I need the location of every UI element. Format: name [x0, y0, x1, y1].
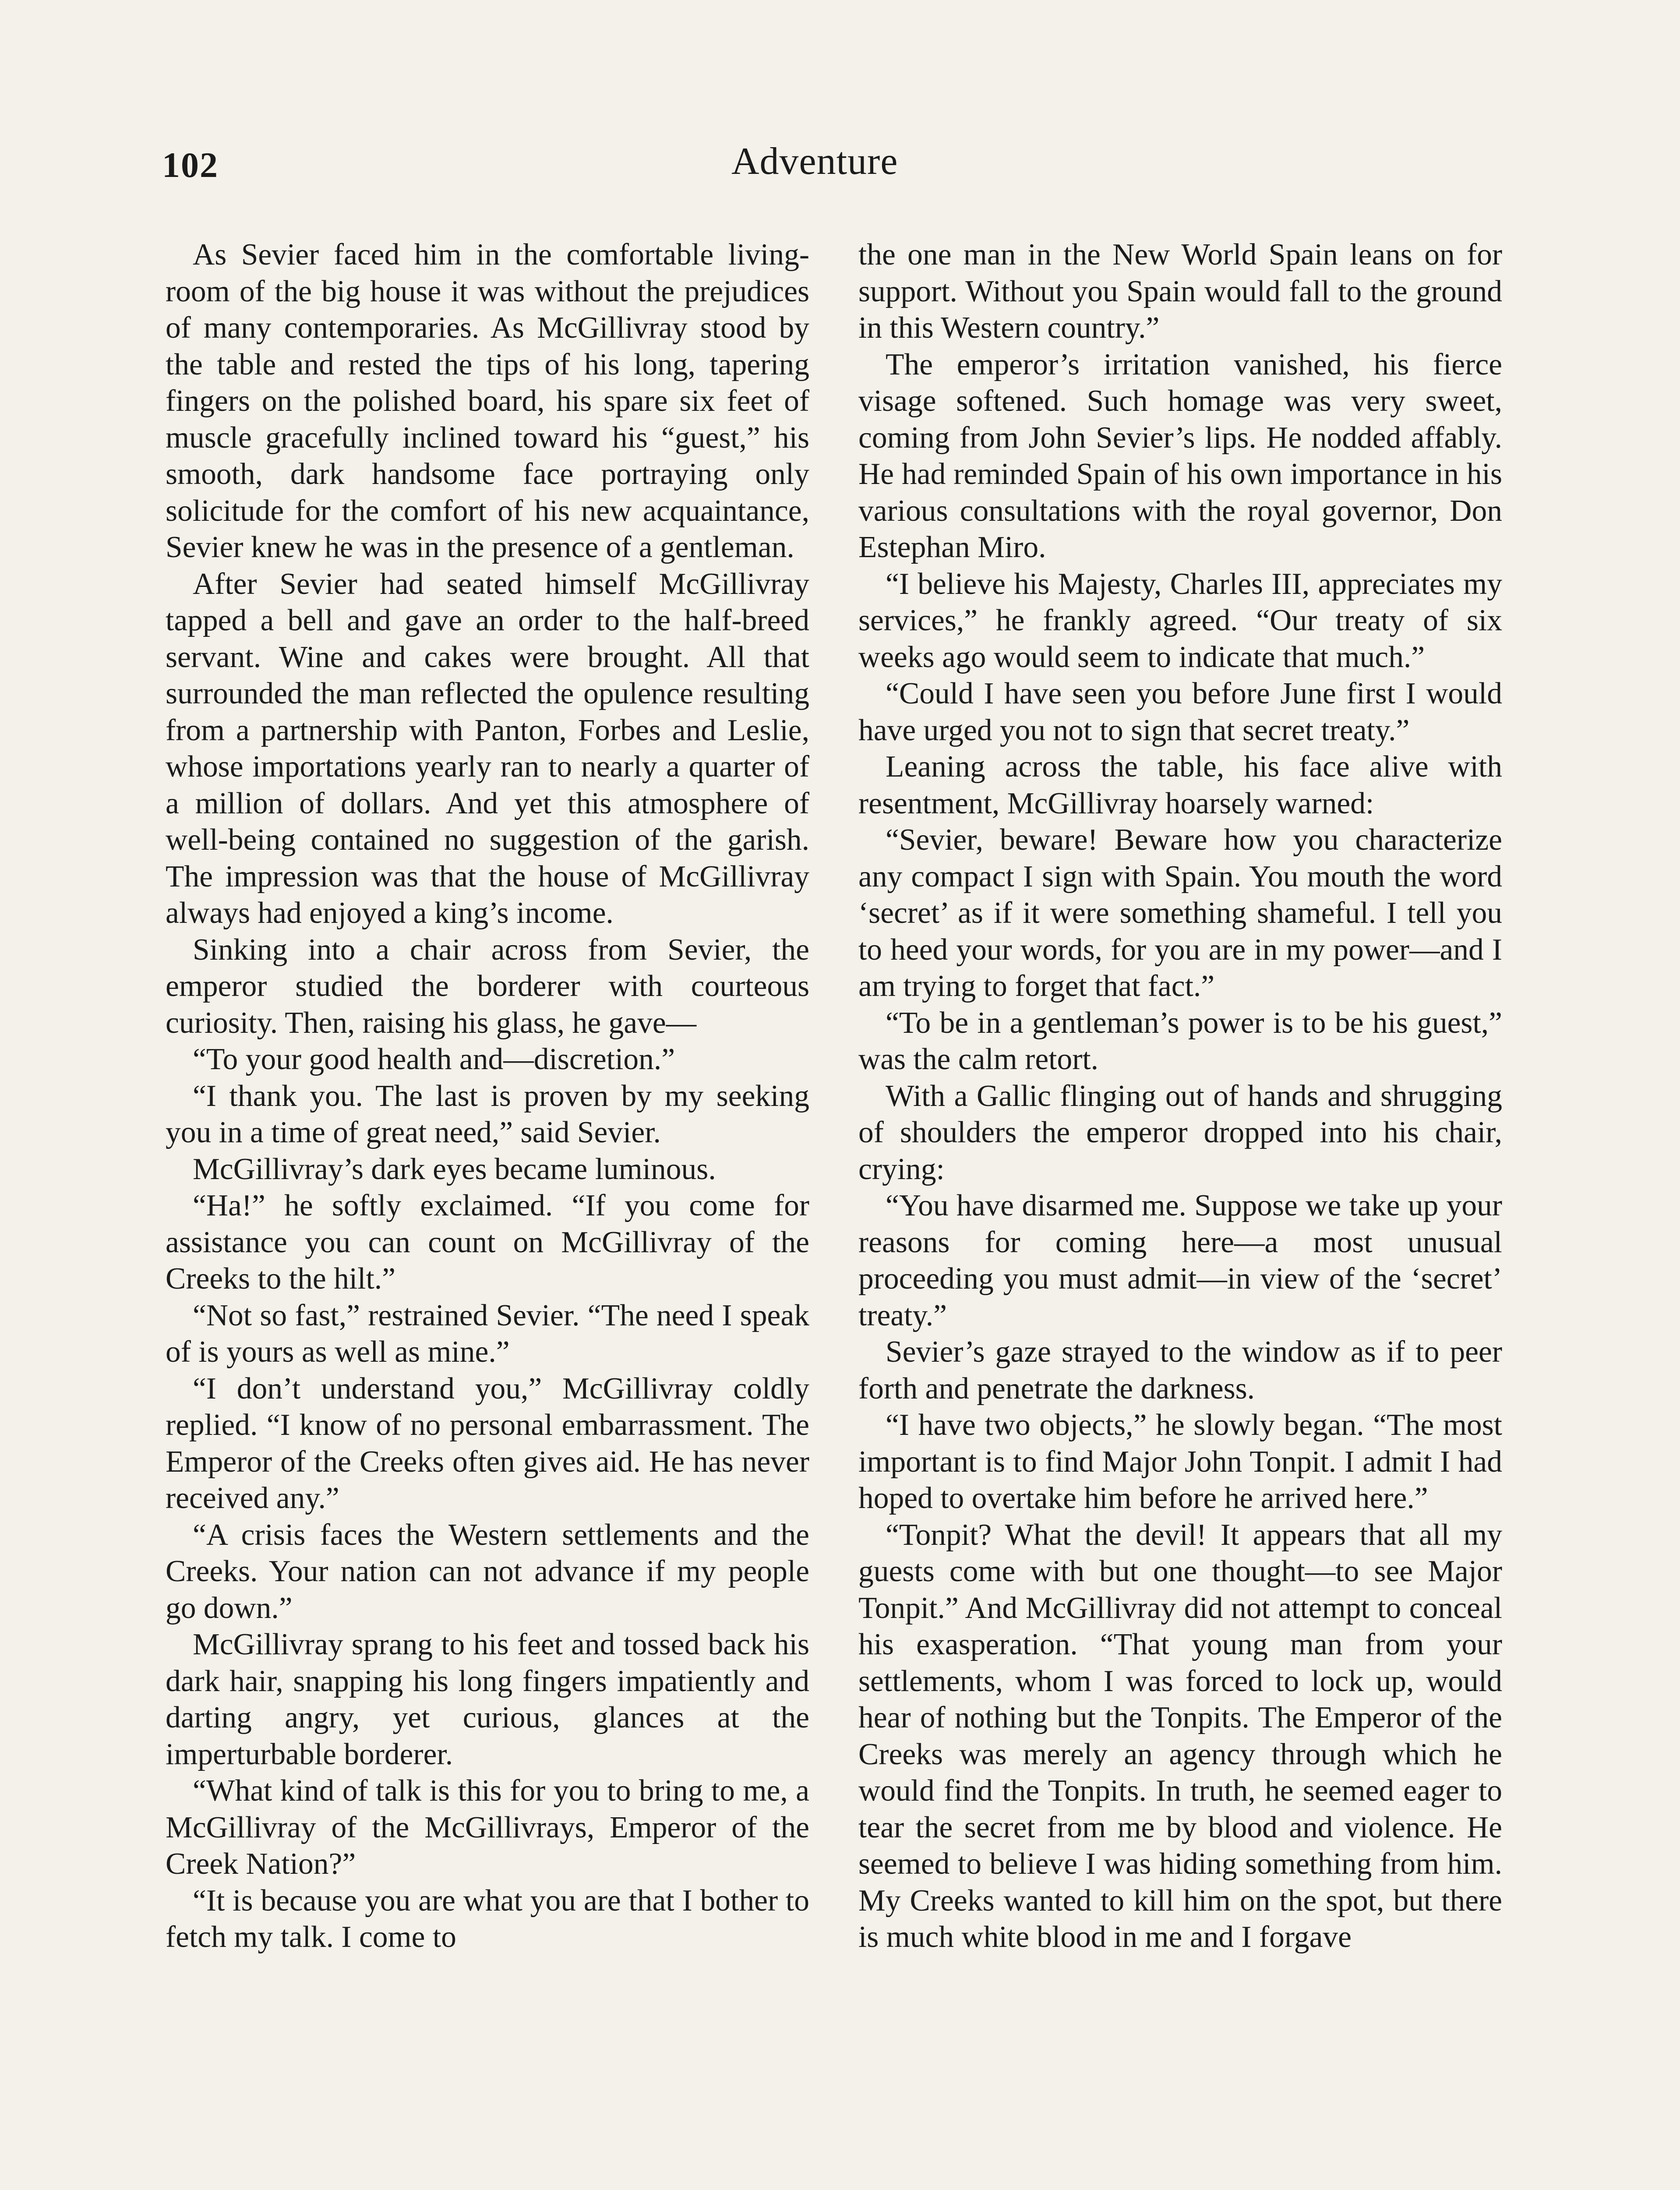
- paragraph: “I believe his Majesty, Charles III, appreciates my services,” he frankly agreed. “Our treaty of six weeks ago would seem to indicate that much.”: [858, 567, 1502, 674]
- running-title: Adventure: [731, 140, 898, 183]
- paragraph: After Sevier had seated himself McGillivray tapped a bell and gave an order to the half-breed servant. Wine and cakes were brought. All that surrounded the man reflected the opulence resulting from a partnership with Panton, Forbes and Leslie, whose importations yearly ran to nearly a quarter of a million of dollars. And yet this atmosphere of well-being contained no suggestion of the garish. The impression was that the house of McGillivray always had enjoyed a king’s income.: [166, 567, 809, 930]
- paragraph-continued: the one man in the New World Spain leans on for support. Without you Spain would fall to the ground in this Western country.”: [858, 238, 1502, 345]
- paragraph: Sinking into a chair across from Sevier, the emperor studied the borderer with courteous curiosity. Then, raising his glass, he gave—: [166, 933, 809, 1040]
- paragraph: “What kind of talk is this for you to bring to me, a McGillivray of the McGillivrays, Emperor of the Creek Nation?”: [166, 1774, 809, 1881]
- paragraph: “To be in a gentleman’s power is to be his guest,” was the calm retort.: [858, 1006, 1502, 1076]
- paragraph: “It is because you are what you are that I bother to fetch my talk. I come to: [166, 1883, 809, 1954]
- page-header: [162, 140, 1528, 210]
- paragraph: Leaning across the table, his face alive with resentment, McGillivray hoarsely warned:: [858, 750, 1502, 820]
- paragraph: “To your good health and—discretion.”: [193, 1042, 675, 1076]
- paragraph: “A crisis faces the Western settlements and the Creeks. Your nation can not advance if my people go down.”: [166, 1518, 809, 1625]
- paragraph: “Could I have seen you before June first I would have urged you not to sign that secret treaty.”: [858, 677, 1502, 747]
- paragraph: “Not so fast,” restrained Sevier. “The need I speak of is yours as well as mine.”: [166, 1298, 809, 1369]
- right-column: [858, 237, 1502, 2190]
- paragraph: “Tonpit? What the devil! It appears that all my guests come with but one thought—to see Major Tonpit.” And McGillivray did not attempt to conceal his exasperation. “That young man from your settlements, whom I was forced to lock up, would hear of nothing but the Tonpits. The Emperor of the Creeks was merely an agency through which he would find the Tonpits. In truth, he seemed eager to tear the secret from me by blood and violence. He seemed to believe I was hiding something from him. My Creeks wanted to kill him on the spot, but there is much white blood in me and I forgave: [858, 1518, 1502, 1954]
- left-column: [166, 237, 809, 2190]
- paragraph: Sevier’s gaze strayed to the window as if to peer forth and penetrate the darkness.: [858, 1335, 1502, 1406]
- paragraph: The emperor’s irritation vanished, his fierce visage softened. Such homage was very sweet, coming from John Sevier’s lips. He nodded affably. He had reminded Spain of his own importance in his various consultations with the royal governor, Don Estephan Miro.: [858, 347, 1502, 564]
- paragraph: “I don’t understand you,” McGillivray coldly replied. “I know of no personal embarrassment. The Emperor of the Creeks often gives aid. He has never received any.”: [166, 1371, 809, 1515]
- paragraph: “Ha!” he softly exclaimed. “If you come for assistance you can count on McGillivray of the Creeks to the hilt.”: [166, 1189, 809, 1296]
- paragraph: McGillivray’s dark eyes became luminous.: [193, 1152, 716, 1186]
- page-number: 102: [162, 145, 219, 185]
- paragraph: “Sevier, beware! Beware how you characterize any compact I sign with Spain. You mouth the word ‘secret’ as if it were something shameful. I tell you to heed your words, for you are in my power—and I am trying to forget that fact.”: [858, 823, 1502, 1003]
- paragraph: “I have two objects,” he slowly began. “The most important is to find Major John Tonpit. I admit I had hoped to overtake him before he arrived here.”: [858, 1408, 1502, 1515]
- paragraph: McGillivray sprang to his feet and tossed back his dark hair, snapping his long fingers impatiently and darting angry, yet curious, glances at the imperturbable borderer.: [166, 1628, 809, 1771]
- paragraph: With a Gallic flinging out of hands and shrugging of shoulders the emperor dropped into his chair, crying:: [858, 1079, 1502, 1186]
- paragraph: As Sevier faced him in the comfortable living-room of the big house it was without the prejudices of many contemporaries. As McGillivray stood by the table and rested the tips of his long, tapering fingers on the polished board, his spare six feet of muscle gracefully inclined toward his “guest,” his smooth, dark handsome face portraying only solicitude for the comfort of his new acquaintance, Sevier knew he was in the presence of a gentleman.: [166, 238, 809, 564]
- paragraph: “I thank you. The last is proven by my seeking you in a time of great need,” said Sevier.: [166, 1079, 809, 1149]
- paragraph: “You have disarmed me. Suppose we take up your reasons for coming here—a most unusual proceeding you must admit—in view of the ‘secret’ treaty.”: [858, 1189, 1502, 1332]
